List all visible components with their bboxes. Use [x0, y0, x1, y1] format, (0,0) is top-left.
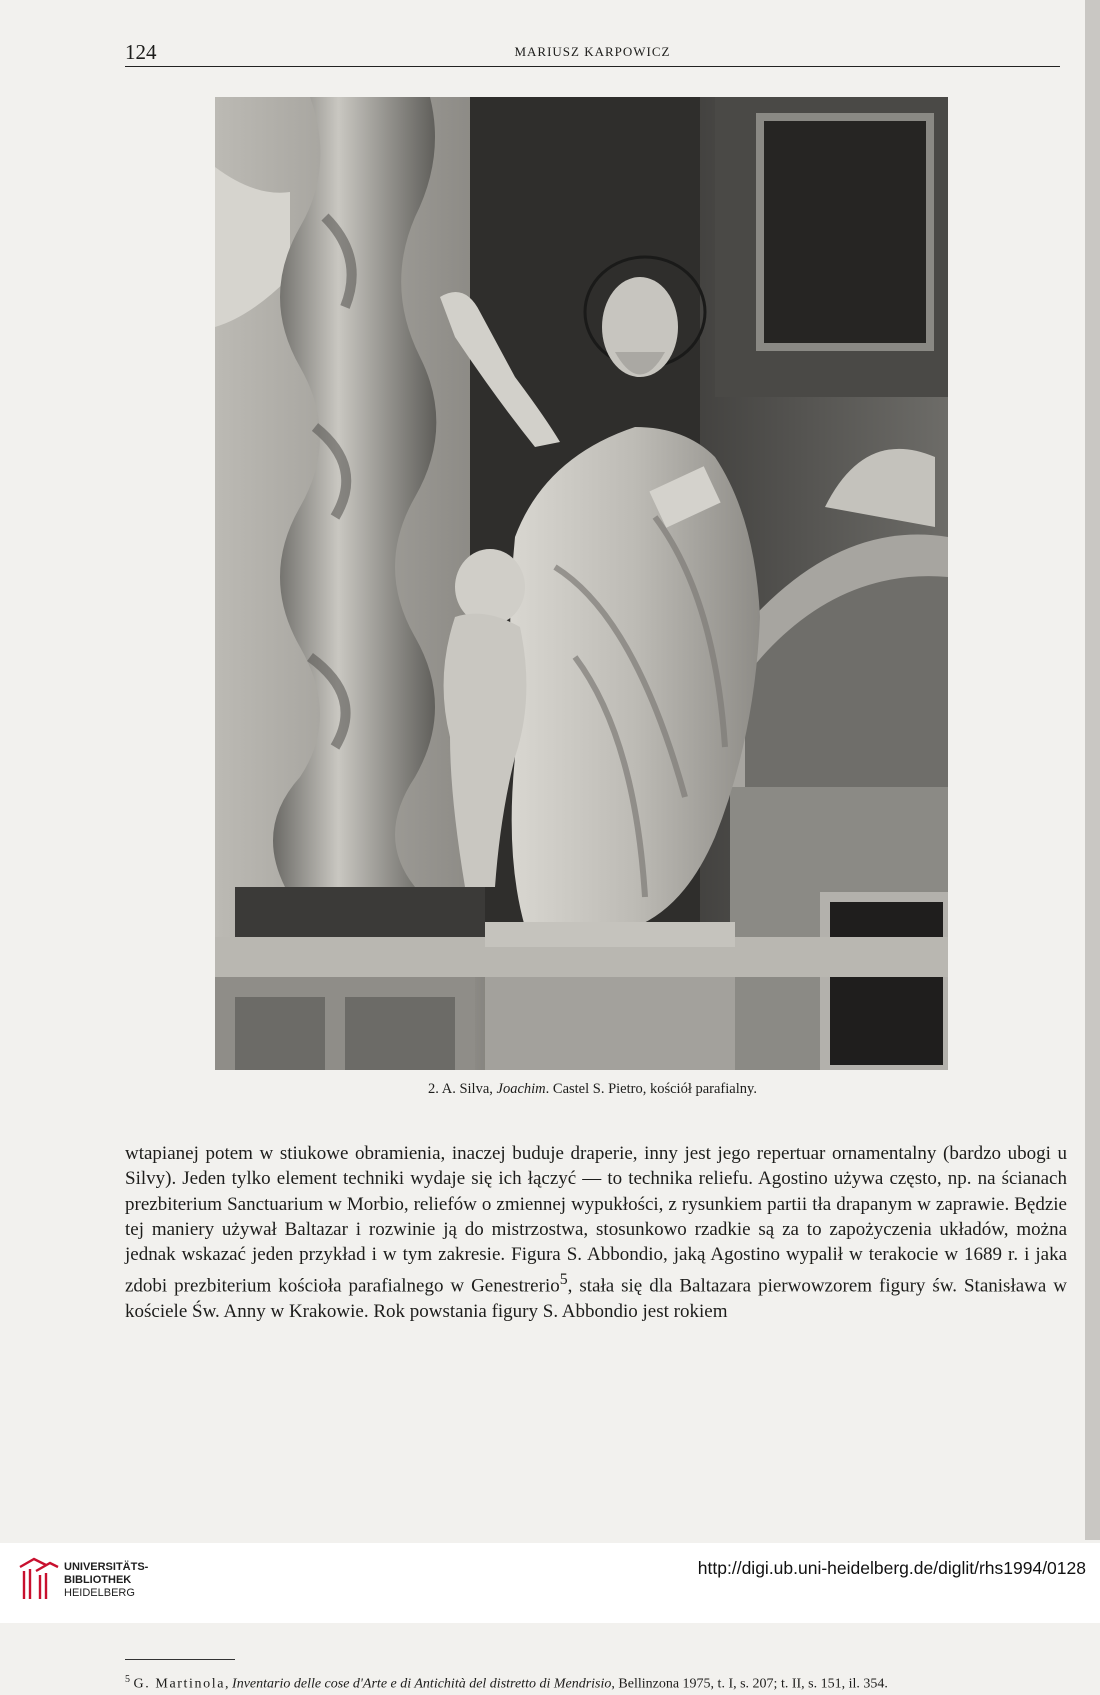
- library-name-line3: HEIDELBERG: [64, 1587, 135, 1599]
- page-number: 124: [125, 40, 157, 64]
- library-name-line1: UNIVERSITÄTS-: [64, 1561, 149, 1573]
- footnote-details: , Bellinzona 1975, t. I, s. 207; t. II, s. 151, il. 354.: [611, 1676, 888, 1692]
- body-paragraph: [125, 1141, 1067, 1324]
- caption-title: Joachim: [496, 1081, 546, 1097]
- caption-suffix: . Castel S. Pietro, kościół parafialny.: [545, 1081, 757, 1097]
- source-url-link[interactable]: http://digi.ub.uni-heidelberg.de/diglit/rhs1994/0128: [697, 1558, 1086, 1578]
- page-edge: [1085, 0, 1100, 1540]
- footnote-title: Inventario delle cose d'Arte e di Antichità del distretto di Mendrisio: [232, 1676, 612, 1692]
- paragraph-text-end: , stała się dla Baltazara pierwowzorem figury św. Stanisława w kościele Św. Anny w Krakowie. Rok powstania figury S. Abbondio jest rokiem: [125, 1275, 1067, 1323]
- sculpture-photo: [215, 97, 948, 1070]
- library-logo-icon[interactable]: [14, 1555, 62, 1603]
- caption-prefix: 2. A. Silva,: [428, 1081, 497, 1097]
- photo-plate: [215, 97, 948, 1070]
- library-footer: [0, 1543, 1100, 1623]
- footnote-number: 5: [125, 1674, 130, 1685]
- footnote-author: G. Martinola: [133, 1676, 226, 1692]
- figure-caption: [125, 1081, 1060, 1098]
- footnote-rule: [125, 1659, 235, 1660]
- footnote-reference[interactable]: 5: [559, 1271, 568, 1289]
- paragraph-text: wtapianej potem w stiukowe obramienia, inaczej buduje draperie, inny jest jego repertuar ornamentalny (bardzo ubogi u Silvy). Jeden tylko element techniki wydaje się ich łączyć — to technika reliefu. Agostino używa często, np. na ścianach prezbiterium Sanctuarium w Morbio, reliefów o zmiennej wypukłości, z rysunkiem partii tła drapanym w zaprawie. Będzie tej maniery używał Baltazar i rozwinie ją do mistrzostwa, stosunkowo rzadkie są za to zapożyczenia układów, można jednak wskazać jeden przykład i w tym zakresie. Figura S. Abbondio, jaką Agostino wypalił w terakocie w 1689 r. i jaka zdobi prezbiterium kościoła parafialnego w Genestrerio: [125, 1143, 1067, 1297]
- running-head: MARIUSZ KARPOWICZ: [514, 44, 671, 59]
- footnote: $^5$ G. Martinola, Inventario delle cose d'Arte e di Antichità del distretto di Mendrisio, Bellinzona 1975, t. I, s. 207; t. II, s. 151, il. 354.: [125, 1674, 888, 1692]
- page-header: [125, 38, 1060, 67]
- library-name: [64, 1561, 148, 1600]
- library-name-line2: BIBLIOTHEK: [64, 1574, 132, 1586]
- body-text: [125, 1141, 1067, 1324]
